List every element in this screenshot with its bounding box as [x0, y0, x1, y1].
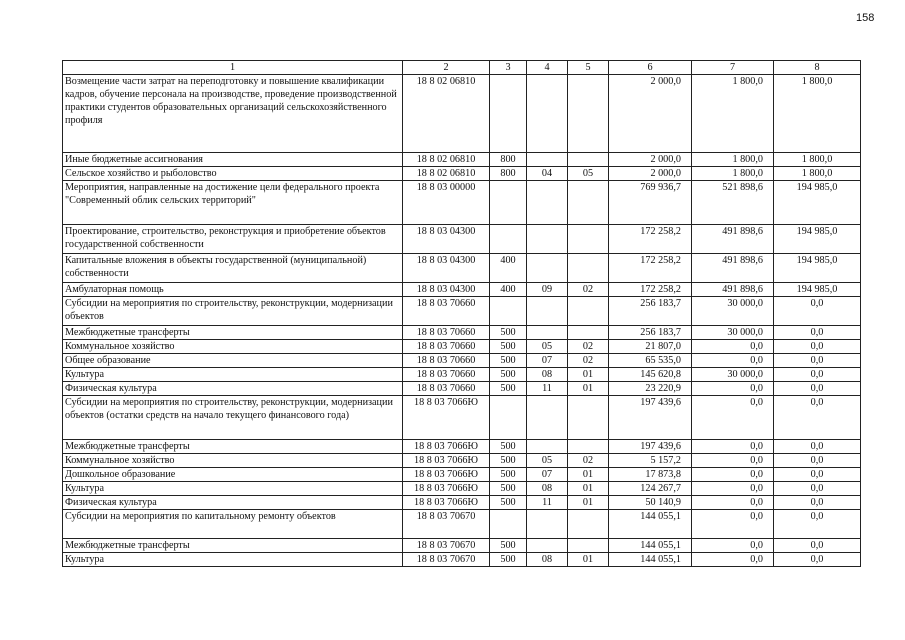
table-row — [63, 297, 861, 326]
amount-col6-cell: 769 936,7 — [609, 181, 692, 225]
amount-col6-cell: 21 807,0 — [609, 340, 692, 354]
amount-col8-cell: 194 985,0 — [774, 225, 861, 254]
section-cell: 08 — [527, 482, 568, 496]
target-article-cell: 18 8 03 7066Ю — [403, 454, 490, 468]
header-cell: 5 — [568, 61, 609, 75]
amount-col6-cell: 2 000,0 — [609, 167, 692, 181]
amount-col8-cell: 0,0 — [774, 382, 861, 396]
row-name-cell: Мероприятия, направленные на достижение цели федерального проекта "Современный облик сельских территорий" — [63, 181, 403, 225]
expense-type-cell: 500 — [490, 454, 527, 468]
amount-col7-cell: 0,0 — [692, 553, 774, 567]
amount-col8-cell: 0,0 — [774, 454, 861, 468]
amount-col8-cell: 1 800,0 — [774, 167, 861, 181]
amount-col6-cell: 172 258,2 — [609, 283, 692, 297]
amount-col7-cell: 0,0 — [692, 510, 774, 539]
section-cell: 08 — [527, 553, 568, 567]
table-row — [63, 153, 861, 167]
target-article-cell: 18 8 03 70660 — [403, 326, 490, 340]
amount-col6-cell: 65 535,0 — [609, 354, 692, 368]
amount-col8-cell: 0,0 — [774, 482, 861, 496]
amount-col7-cell: 0,0 — [692, 440, 774, 454]
target-article-cell: 18 8 03 7066Ю — [403, 440, 490, 454]
target-article-cell: 18 8 02 06810 — [403, 153, 490, 167]
header-cell: 1 — [63, 61, 403, 75]
section-cell — [527, 153, 568, 167]
table-row — [63, 553, 861, 567]
row-name-cell: Культура — [63, 553, 403, 567]
section-cell — [527, 539, 568, 553]
row-name-cell: Физическая культура — [63, 382, 403, 396]
subsection-cell: 01 — [568, 368, 609, 382]
expense-type-cell: 500 — [490, 553, 527, 567]
expense-type-cell: 500 — [490, 496, 527, 510]
amount-col6-cell: 2 000,0 — [609, 153, 692, 167]
amount-col6-cell: 256 183,7 — [609, 297, 692, 326]
row-name-cell: Возмещение части затрат на переподготовку и повышение квалификации кадров, обучение персонала на производстве, проведение производственной практики студентов образовательных организаций сельскохозяйственного профиля — [63, 75, 403, 153]
table-row — [63, 496, 861, 510]
amount-col8-cell: 0,0 — [774, 368, 861, 382]
row-name-cell: Субсидии на мероприятия по строительству, реконструкции, модернизации объектов — [63, 297, 403, 326]
row-name-cell: Субсидии на мероприятия по капитальному ремонту объектов — [63, 510, 403, 539]
amount-col8-cell: 0,0 — [774, 553, 861, 567]
table-row — [63, 454, 861, 468]
expense-type-cell: 400 — [490, 283, 527, 297]
amount-col7-cell: 521 898,6 — [692, 181, 774, 225]
amount-col6-cell: 144 055,1 — [609, 553, 692, 567]
amount-col8-cell: 194 985,0 — [774, 181, 861, 225]
section-cell: 05 — [527, 454, 568, 468]
section-cell: 07 — [527, 468, 568, 482]
header-cell: 3 — [490, 61, 527, 75]
table-row — [63, 340, 861, 354]
table-row — [63, 283, 861, 297]
subsection-cell: 01 — [568, 553, 609, 567]
subsection-cell — [568, 396, 609, 440]
amount-col7-cell: 0,0 — [692, 382, 774, 396]
target-article-cell: 18 8 03 00000 — [403, 181, 490, 225]
subsection-cell: 02 — [568, 340, 609, 354]
row-name-cell: Дошкольное образование — [63, 468, 403, 482]
expense-type-cell — [490, 225, 527, 254]
subsection-cell: 01 — [568, 382, 609, 396]
section-cell — [527, 396, 568, 440]
header-cell: 2 — [403, 61, 490, 75]
subsection-cell: 02 — [568, 354, 609, 368]
subsection-cell — [568, 153, 609, 167]
target-article-cell: 18 8 03 04300 — [403, 225, 490, 254]
table-row — [63, 368, 861, 382]
amount-col6-cell: 172 258,2 — [609, 225, 692, 254]
section-cell: 04 — [527, 167, 568, 181]
amount-col7-cell: 491 898,6 — [692, 225, 774, 254]
target-article-cell: 18 8 03 70670 — [403, 539, 490, 553]
subsection-cell — [568, 440, 609, 454]
header-row — [63, 61, 861, 75]
amount-col6-cell: 197 439,6 — [609, 440, 692, 454]
expense-type-cell: 500 — [490, 326, 527, 340]
amount-col8-cell: 0,0 — [774, 340, 861, 354]
section-cell — [527, 254, 568, 283]
subsection-cell: 01 — [568, 468, 609, 482]
section-cell: 05 — [527, 340, 568, 354]
section-cell: 09 — [527, 283, 568, 297]
subsection-cell: 05 — [568, 167, 609, 181]
amount-col7-cell: 0,0 — [692, 496, 774, 510]
section-cell — [527, 181, 568, 225]
table-row — [63, 354, 861, 368]
target-article-cell: 18 8 03 70660 — [403, 340, 490, 354]
amount-col7-cell: 0,0 — [692, 454, 774, 468]
amount-col7-cell: 0,0 — [692, 482, 774, 496]
row-name-cell: Физическая культура — [63, 496, 403, 510]
table-row — [63, 510, 861, 539]
row-name-cell: Культура — [63, 368, 403, 382]
table-row — [63, 468, 861, 482]
expense-type-cell — [490, 510, 527, 539]
row-name-cell: Проектирование, строительство, реконструкция и приобретение объектов государственной собственности — [63, 225, 403, 254]
amount-col8-cell: 0,0 — [774, 354, 861, 368]
section-cell: 11 — [527, 496, 568, 510]
amount-col6-cell: 5 157,2 — [609, 454, 692, 468]
target-article-cell: 18 8 03 04300 — [403, 254, 490, 283]
amount-col6-cell: 256 183,7 — [609, 326, 692, 340]
target-article-cell: 18 8 03 70660 — [403, 354, 490, 368]
amount-col6-cell: 124 267,7 — [609, 482, 692, 496]
subsection-cell — [568, 75, 609, 153]
subsection-cell — [568, 181, 609, 225]
amount-col8-cell: 1 800,0 — [774, 75, 861, 153]
expense-type-cell: 500 — [490, 482, 527, 496]
amount-col7-cell: 491 898,6 — [692, 283, 774, 297]
amount-col8-cell: 194 985,0 — [774, 283, 861, 297]
amount-col6-cell: 172 258,2 — [609, 254, 692, 283]
table-row — [63, 326, 861, 340]
table-row — [63, 254, 861, 283]
target-article-cell: 18 8 03 70670 — [403, 553, 490, 567]
amount-col7-cell: 0,0 — [692, 468, 774, 482]
target-article-cell: 18 8 03 70660 — [403, 368, 490, 382]
target-article-cell: 18 8 03 04300 — [403, 283, 490, 297]
target-article-cell: 18 8 03 7066Ю — [403, 396, 490, 440]
section-cell — [527, 440, 568, 454]
expense-type-cell: 500 — [490, 539, 527, 553]
amount-col7-cell: 1 800,0 — [692, 167, 774, 181]
subsection-cell — [568, 225, 609, 254]
section-cell: 11 — [527, 382, 568, 396]
expense-type-cell: 400 — [490, 254, 527, 283]
expense-type-cell: 500 — [490, 440, 527, 454]
expense-type-cell: 500 — [490, 354, 527, 368]
subsection-cell — [568, 510, 609, 539]
section-cell: 07 — [527, 354, 568, 368]
subsection-cell — [568, 539, 609, 553]
row-name-cell: Иные бюджетные ассигнования — [63, 153, 403, 167]
subsection-cell: 01 — [568, 496, 609, 510]
subsection-cell — [568, 254, 609, 283]
row-name-cell: Межбюджетные трансферты — [63, 326, 403, 340]
expense-type-cell: 500 — [490, 382, 527, 396]
header-cell: 6 — [609, 61, 692, 75]
subsection-cell: 02 — [568, 283, 609, 297]
amount-col7-cell: 0,0 — [692, 396, 774, 440]
amount-col6-cell: 144 055,1 — [609, 539, 692, 553]
target-article-cell: 18 8 03 70660 — [403, 382, 490, 396]
row-name-cell: Субсидии на мероприятия по строительству, реконструкции, модернизации объектов (остатки средств на начало текущего финансового года) — [63, 396, 403, 440]
subsection-cell: 02 — [568, 454, 609, 468]
section-cell — [527, 225, 568, 254]
budget-table — [62, 60, 861, 567]
target-article-cell: 18 8 03 7066Ю — [403, 482, 490, 496]
amount-col7-cell: 1 800,0 — [692, 75, 774, 153]
section-cell — [527, 297, 568, 326]
amount-col7-cell: 0,0 — [692, 354, 774, 368]
target-article-cell: 18 8 02 06810 — [403, 167, 490, 181]
row-name-cell: Коммунальное хозяйство — [63, 454, 403, 468]
section-cell — [527, 75, 568, 153]
target-article-cell: 18 8 03 70660 — [403, 297, 490, 326]
page-number: 158 — [856, 12, 875, 24]
amount-col7-cell: 30 000,0 — [692, 368, 774, 382]
amount-col8-cell: 0,0 — [774, 496, 861, 510]
section-cell — [527, 510, 568, 539]
amount-col7-cell: 30 000,0 — [692, 297, 774, 326]
amount-col8-cell: 0,0 — [774, 468, 861, 482]
row-name-cell: Общее образование — [63, 354, 403, 368]
amount-col6-cell: 2 000,0 — [609, 75, 692, 153]
target-article-cell: 18 8 03 70670 — [403, 510, 490, 539]
expense-type-cell: 800 — [490, 167, 527, 181]
amount-col7-cell: 30 000,0 — [692, 326, 774, 340]
row-name-cell: Коммунальное хозяйство — [63, 340, 403, 354]
expense-type-cell: 800 — [490, 153, 527, 167]
amount-col8-cell: 0,0 — [774, 440, 861, 454]
amount-col6-cell: 17 873,8 — [609, 468, 692, 482]
header-cell: 4 — [527, 61, 568, 75]
subsection-cell: 01 — [568, 482, 609, 496]
section-cell — [527, 326, 568, 340]
amount-col6-cell: 197 439,6 — [609, 396, 692, 440]
amount-col8-cell: 194 985,0 — [774, 254, 861, 283]
amount-col8-cell: 1 800,0 — [774, 153, 861, 167]
amount-col8-cell: 0,0 — [774, 297, 861, 326]
amount-col6-cell: 23 220,9 — [609, 382, 692, 396]
table-row — [63, 396, 861, 440]
expense-type-cell — [490, 181, 527, 225]
amount-col6-cell: 144 055,1 — [609, 510, 692, 539]
header-cell: 8 — [774, 61, 861, 75]
row-name-cell: Межбюджетные трансферты — [63, 539, 403, 553]
expense-type-cell — [490, 297, 527, 326]
table-row — [63, 382, 861, 396]
amount-col7-cell: 0,0 — [692, 340, 774, 354]
amount-col7-cell: 491 898,6 — [692, 254, 774, 283]
table-row — [63, 482, 861, 496]
row-name-cell: Сельское хозяйство и рыболовство — [63, 167, 403, 181]
expense-type-cell: 500 — [490, 468, 527, 482]
amount-col7-cell: 0,0 — [692, 539, 774, 553]
header-cell: 7 — [692, 61, 774, 75]
amount-col8-cell: 0,0 — [774, 510, 861, 539]
table-row — [63, 539, 861, 553]
table-row — [63, 75, 861, 153]
target-article-cell: 18 8 03 7066Ю — [403, 468, 490, 482]
expense-type-cell: 500 — [490, 340, 527, 354]
row-name-cell: Капитальные вложения в объекты государственной (муниципальной) собственности — [63, 254, 403, 283]
row-name-cell: Амбулаторная помощь — [63, 283, 403, 297]
amount-col8-cell: 0,0 — [774, 326, 861, 340]
expense-type-cell — [490, 396, 527, 440]
row-name-cell: Межбюджетные трансферты — [63, 440, 403, 454]
amount-col6-cell: 50 140,9 — [609, 496, 692, 510]
subsection-cell — [568, 326, 609, 340]
table-row — [63, 225, 861, 254]
table-row — [63, 440, 861, 454]
section-cell: 08 — [527, 368, 568, 382]
table-row — [63, 167, 861, 181]
amount-col6-cell: 145 620,8 — [609, 368, 692, 382]
amount-col7-cell: 1 800,0 — [692, 153, 774, 167]
row-name-cell: Культура — [63, 482, 403, 496]
expense-type-cell: 500 — [490, 368, 527, 382]
expense-type-cell — [490, 75, 527, 153]
target-article-cell: 18 8 03 7066Ю — [403, 496, 490, 510]
subsection-cell — [568, 297, 609, 326]
table-row — [63, 181, 861, 225]
amount-col8-cell: 0,0 — [774, 539, 861, 553]
amount-col8-cell: 0,0 — [774, 396, 861, 440]
target-article-cell: 18 8 02 06810 — [403, 75, 490, 153]
